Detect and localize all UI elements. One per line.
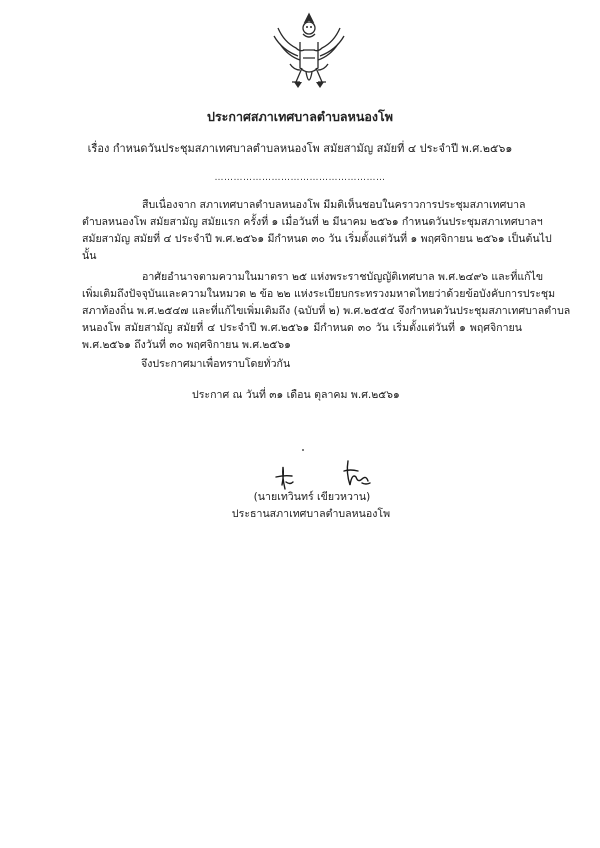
announce-date: ประกาศ ณ วันที่ ๓๑ เดือน ตุลาคม พ.ศ.๒๕๖๑ xyxy=(192,389,400,401)
paragraph-background xyxy=(82,197,552,265)
garuda-emblem-icon xyxy=(270,10,348,92)
paragraph-line: ตำบลหนองโพ สมัยสามัญ สมัยแรก ครั้งที่ ๑ เมื่อวันที่ ๒ มีนาคม ๒๕๖๑ กำหนดวันประชุมสภาเทศบาลฯ xyxy=(82,216,543,228)
paragraph-line: สภาท้องถิ่น พ.ศ.๒๕๔๗ และที่แก้ไขเพิ่มเติมถึง (ฉบับที่ ๒) พ.ศ.๒๕๕๔ จึงกำหนดวันประชุมสภาเทศบาลตำบล xyxy=(82,305,571,317)
document-title: ประกาศสภาเทศบาลตำบลหนองโพ xyxy=(207,109,393,124)
paragraph-authority xyxy=(82,269,571,354)
paragraph-line: อาศัยอำนาจตามความในมาตรา ๒๕ แห่งพระราชบัญญัติเทศบาล พ.ศ.๒๔๙๖ และที่แก้ไข xyxy=(142,271,544,283)
paragraph-line: พ.ศ.๒๕๖๑ ถึงวันที่ ๓๐ พฤศจิกายน พ.ศ.๒๕๖๑ xyxy=(82,339,291,351)
paragraph-line: นั้น xyxy=(82,250,97,262)
paragraph-closing: จึงประกาศมาเพื่อทราบโดยทั่วกัน xyxy=(141,358,291,370)
document-subject: เรื่อง กำหนดวันประชุมสภาเทศบาลตำบลหนองโพ สมัยสามัญ สมัยที่ ๔ ประจำปี พ.ศ.๒๕๖๑ xyxy=(87,142,513,155)
signer-name: (นายเทวินทร์ เขียวหวาน) xyxy=(253,491,371,503)
signer-title: ประธานสภาเทศบาลตำบลหนองโพ xyxy=(231,508,391,520)
separator-line: ……………………………………………… xyxy=(214,173,386,183)
paragraph-line: สืบเนื่องจาก สภาเทศบาลตำบลหนองโพ มีมติเห็นชอบในคราวการประชุมสภาเทศบาล xyxy=(142,199,526,211)
paragraph-line: หนองโพ สมัยสามัญ สมัยที่ ๔ ประจำปี พ.ศ.๒๕๖๑ มีกำหนด ๓๐ วัน เริ่มตั้งแต่วันที่ ๑ พฤศจิกายน xyxy=(82,322,522,334)
paragraph-line: เพิ่มเติมถึงปัจจุบันและความในหมวด ๒ ข้อ ๒๒ แห่งระเบียบกระทรวงมหาดไทยว่าด้วยข้อบังคับการประชุม xyxy=(82,288,556,300)
ink-speck xyxy=(302,449,304,451)
paragraph-line: สมัยสามัญ สมัยที่ ๔ ประจำปี พ.ศ.๒๕๖๑ มีกำหนด ๓๐ วัน เริ่มตั้งแต่วันที่ ๑ พฤศจิกายน ๒๕๖๑ เป็นต้นไป xyxy=(82,233,552,245)
